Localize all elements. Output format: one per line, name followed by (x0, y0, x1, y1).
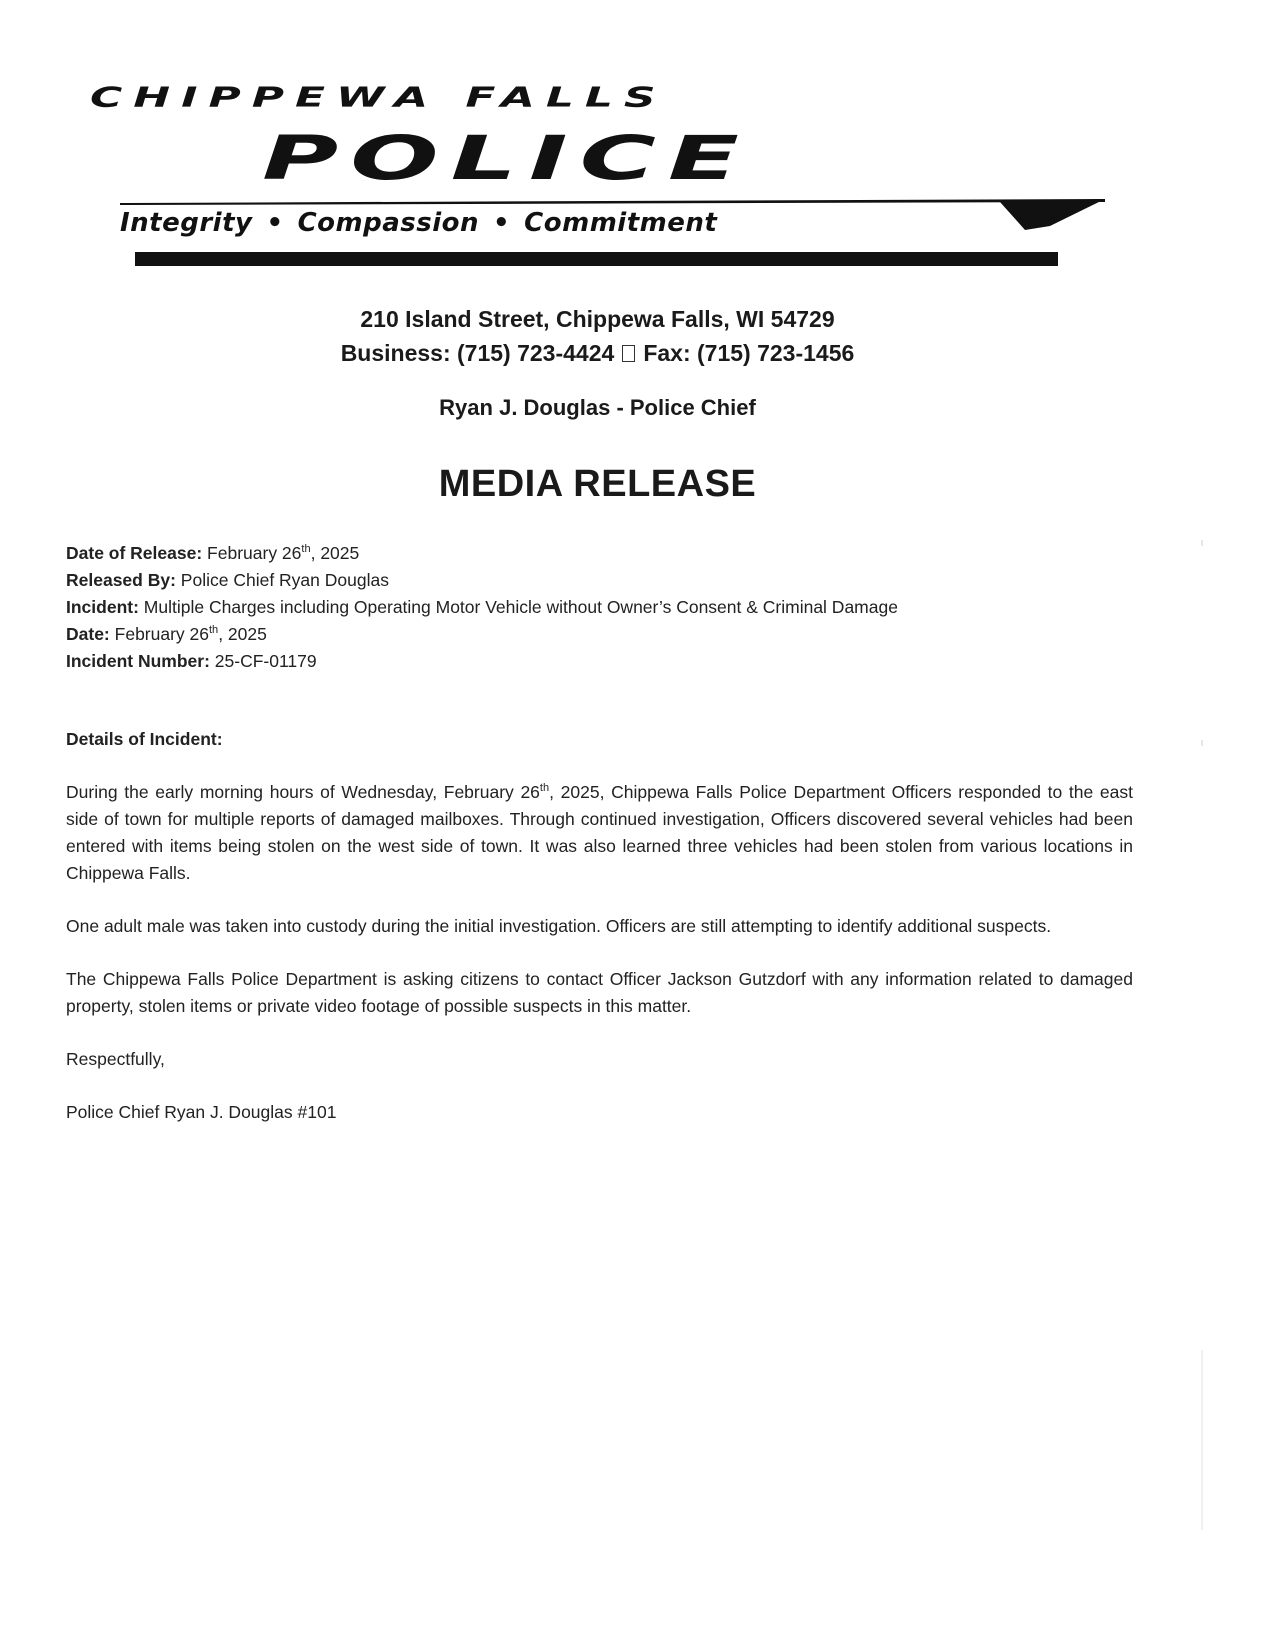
meta-row-released-by (66, 567, 1166, 594)
department-address: 210 Island Street, Chippewa Falls, WI 54729 (360, 306, 835, 332)
department-city-wordmark: CHIPPEWA FALLS (90, 81, 667, 114)
release-body (66, 726, 1133, 1126)
details-heading: Details of Incident: (66, 729, 223, 749)
department-police-wordmark: POLICE (262, 122, 751, 194)
motto-integrity: Integrity (120, 208, 253, 238)
details-paragraph-1: During the early morning hours of Wednesday, February 26th, 2025, Chippewa Falls Police Department Officers responded to the east side of town for multiple reports of damaged mailboxes. Through continued investigation, Officers discovered several vehicles had been entered with items being stolen on the west side of town. It was also learned three vehicles had been stolen from various locations in Chippewa Falls. (66, 782, 1134, 883)
business-label: Business: (340, 340, 451, 366)
scan-artifact (1201, 540, 1203, 546)
missing-glyph-box-icon (622, 345, 635, 362)
motto-separator: • (493, 208, 511, 238)
incident-number-label: Incident Number: (66, 651, 210, 671)
release-metadata (66, 540, 1166, 675)
closing-salutation: Respectfully, (66, 1049, 165, 1069)
details-paragraph-3: The Chippewa Falls Police Department is asking citizens to contact Officer Jackson Gutzdorf with any information related to damaged property, stolen items or private video footage of possible suspects in this matter. (66, 969, 1133, 1016)
scan-artifact (1201, 740, 1203, 746)
date-value: February 26th, 2025 (114, 624, 267, 644)
motto-compassion: Compassion (297, 208, 480, 238)
signature-line: Police Chief Ryan J. Douglas #101 (66, 1102, 337, 1122)
fax-label: Fax: (643, 340, 691, 366)
release-date-value: February 26th, 2025 (207, 543, 360, 563)
business-phone: (715) 723-4424 (457, 340, 615, 366)
meta-row-incident-number (66, 648, 1166, 675)
motto-commitment: Commitment (524, 208, 718, 238)
incident-value: Multiple Charges including Operating Motor Vehicle without Owner’s Consent & Criminal Damage (143, 597, 898, 617)
fax-phone: (715) 723-1456 (697, 340, 855, 366)
document-title: MEDIA RELEASE (438, 463, 757, 505)
motto-separator: • (266, 208, 284, 238)
release-date-label: Date of Release: (66, 543, 203, 563)
department-phone-line (0, 338, 1195, 368)
released-by-value: Police Chief Ryan Douglas (180, 570, 389, 590)
details-paragraph-2: One adult male was taken into custody during the initial investigation. Officers are still attempting to identify additional suspects. (66, 916, 1052, 936)
scan-artifact (1201, 1350, 1203, 1530)
incident-label: Incident: (66, 597, 139, 617)
letterhead-rule (135, 252, 1058, 266)
meta-row-incident (66, 594, 1166, 621)
released-by-label: Released By: (66, 570, 176, 590)
date-label: Date: (66, 624, 110, 644)
police-chief-line: Ryan J. Douglas - Police Chief (439, 395, 756, 420)
meta-row-release-date (66, 540, 1166, 567)
department-motto (120, 208, 940, 238)
incident-number-value: 25-CF-01179 (214, 651, 317, 671)
meta-row-date (66, 621, 1166, 648)
